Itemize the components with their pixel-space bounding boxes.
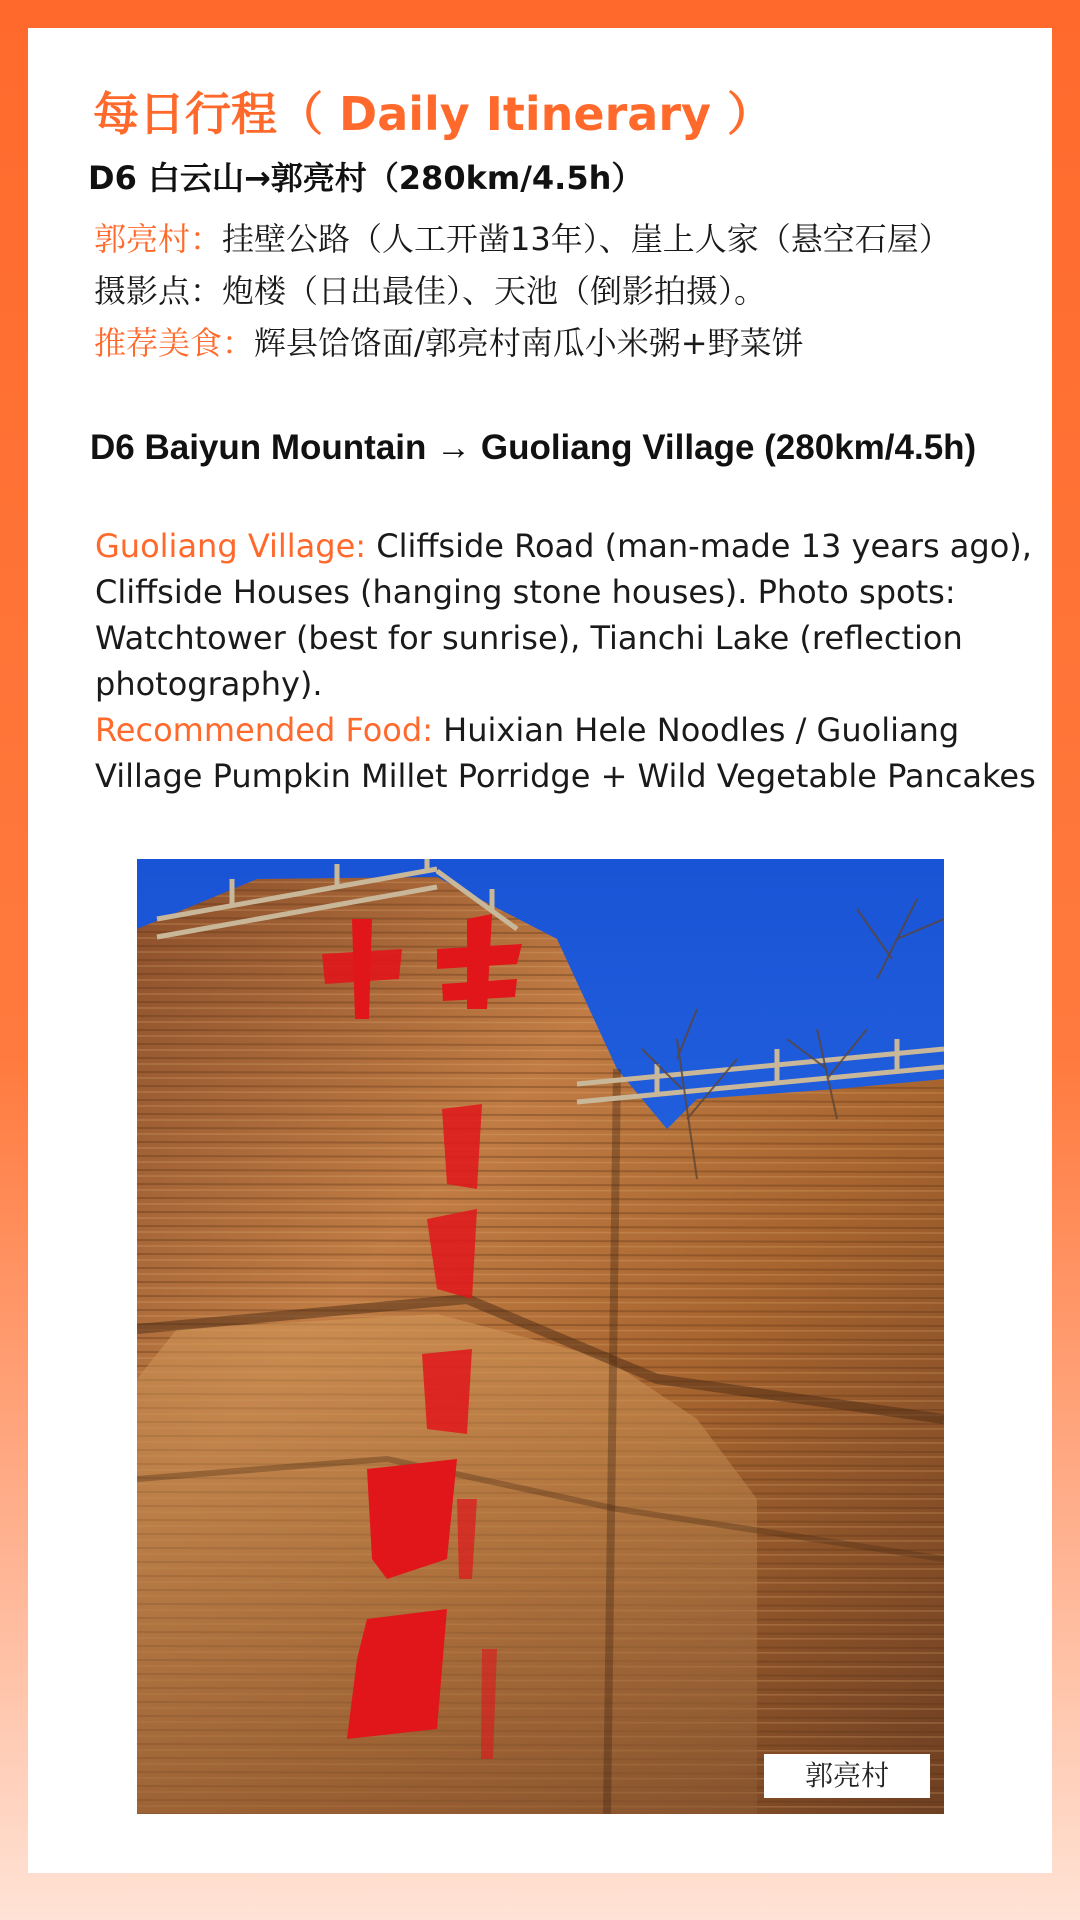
cliff-illustration [137, 859, 944, 1814]
en-text-food: Huixian Hele Noodles / Guoliang Village Pumpkin Millet Porridge + Wild Vegetable Pancakes [95, 711, 1036, 795]
cn-line-food [94, 317, 1054, 369]
en-text-village: Cliffside Road (man-made 13 years ago), Cliffside Houses (hanging stone houses). Photo spots: Watchtower (best for sunrise), Tianchi Lake (reflection photography). [95, 527, 1032, 703]
cn-text-food: 辉县饸饹面/郭亮村南瓜小米粥+野菜饼 [254, 324, 804, 362]
cn-text-photo-spots: 摄影点：炮楼（日出最佳）、天池（倒影拍摄）。 [94, 272, 767, 310]
english-route-heading: D6 Baiyun Mountain → Guoliang Village (280km/4.5h) [90, 428, 977, 467]
cn-label-village: 郭亮村： [94, 220, 223, 258]
en-label-food: Recommended Food: [95, 711, 433, 749]
en-paragraph-food [95, 707, 1045, 799]
english-description [95, 523, 1045, 799]
page-title: 每日行程（ Daily Itinerary ） [93, 87, 774, 141]
route-subtitle: D6 白云山→郭亮村（280km/4.5h） [88, 159, 644, 197]
cn-label-food: 推荐美食： [94, 324, 255, 362]
content-card [28, 28, 1052, 1873]
cn-line-photo-spots [94, 265, 1054, 317]
cliff-photo [137, 859, 944, 1814]
cn-text-attractions: 挂壁公路（人工开凿13年）、崖上人家（悬空石屋） [222, 220, 951, 258]
en-label-village: Guoliang Village: [95, 527, 367, 565]
en-paragraph-village [95, 523, 1045, 707]
cn-line-attractions [94, 213, 1054, 265]
chinese-description [94, 213, 1054, 369]
photo-caption: 郭亮村 [764, 1754, 930, 1798]
